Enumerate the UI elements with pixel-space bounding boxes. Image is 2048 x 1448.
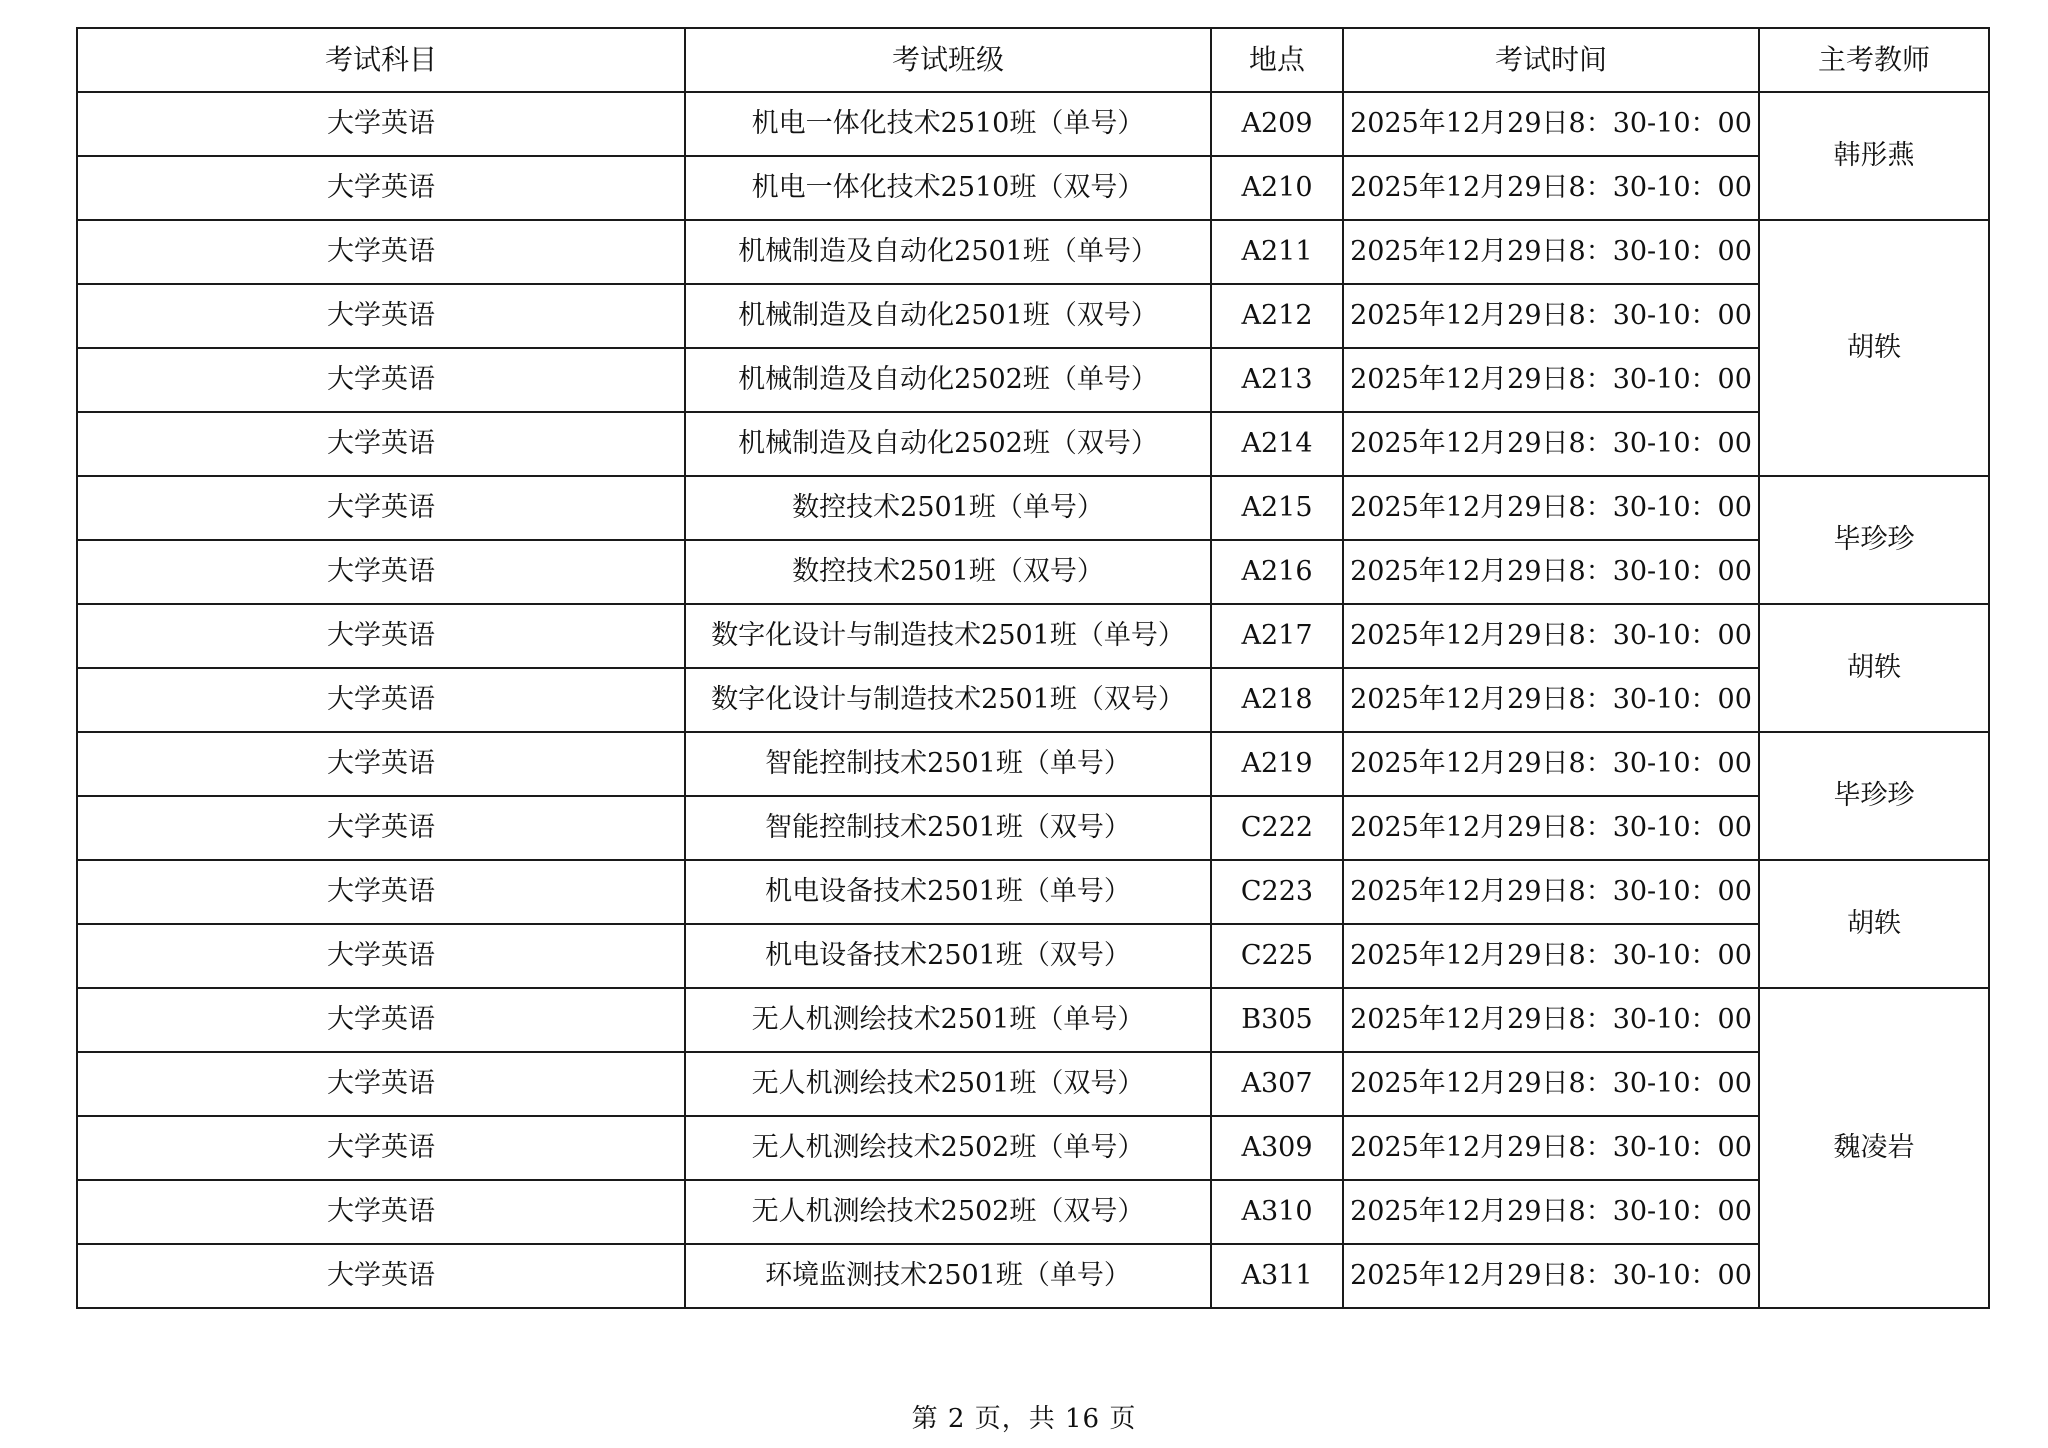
table-row bbox=[77, 668, 1989, 732]
teacher-cell: 胡轶 bbox=[1759, 860, 1989, 988]
teacher-cell: 毕珍珍 bbox=[1759, 476, 1989, 604]
time-cell: 2025年12月29日8：30-10：00 bbox=[1343, 540, 1759, 604]
page-number-footer: 第 2 页，共 16 页 bbox=[911, 1404, 1137, 1434]
table-row bbox=[77, 732, 1989, 796]
time-cell: 2025年12月29日8：30-10：00 bbox=[1343, 924, 1759, 988]
time-cell: 2025年12月29日8：30-10：00 bbox=[1343, 1180, 1759, 1244]
time-cell: 2025年12月29日8：30-10：00 bbox=[1343, 604, 1759, 668]
room-cell: A307 bbox=[1211, 1052, 1343, 1116]
class-cell: 机械制造及自动化2502班（单号） bbox=[685, 348, 1211, 412]
subject-cell: 大学英语 bbox=[77, 92, 685, 156]
room-cell: B305 bbox=[1211, 988, 1343, 1052]
table-header-row bbox=[77, 28, 1989, 92]
class-cell: 无人机测绘技术2502班（双号） bbox=[685, 1180, 1211, 1244]
time-cell: 2025年12月29日8：30-10：00 bbox=[1343, 1244, 1759, 1308]
teacher-cell: 魏凌岩 bbox=[1759, 988, 1989, 1308]
teacher-cell: 胡轶 bbox=[1759, 604, 1989, 732]
time-cell: 2025年12月29日8：30-10：00 bbox=[1343, 220, 1759, 284]
subject-cell: 大学英语 bbox=[77, 348, 685, 412]
class-cell: 环境监测技术2501班（单号） bbox=[685, 1244, 1211, 1308]
subject-cell: 大学英语 bbox=[77, 1244, 685, 1308]
header-class: 考试班级 bbox=[685, 28, 1211, 92]
room-cell: A217 bbox=[1211, 604, 1343, 668]
class-cell: 机电设备技术2501班（双号） bbox=[685, 924, 1211, 988]
class-cell: 数控技术2501班（单号） bbox=[685, 476, 1211, 540]
time-cell: 2025年12月29日8：30-10：00 bbox=[1343, 1116, 1759, 1180]
subject-cell: 大学英语 bbox=[77, 156, 685, 220]
table-row bbox=[77, 412, 1989, 476]
class-cell: 机电设备技术2501班（单号） bbox=[685, 860, 1211, 924]
class-cell: 机电一体化技术2510班（单号） bbox=[685, 92, 1211, 156]
room-cell: A311 bbox=[1211, 1244, 1343, 1308]
room-cell: A211 bbox=[1211, 220, 1343, 284]
subject-cell: 大学英语 bbox=[77, 860, 685, 924]
time-cell: 2025年12月29日8：30-10：00 bbox=[1343, 156, 1759, 220]
time-cell: 2025年12月29日8：30-10：00 bbox=[1343, 732, 1759, 796]
table-row bbox=[77, 604, 1989, 668]
header-teacher: 主考教师 bbox=[1759, 28, 1989, 92]
class-cell: 数字化设计与制造技术2501班（单号） bbox=[685, 604, 1211, 668]
room-cell: C223 bbox=[1211, 860, 1343, 924]
table-row bbox=[77, 348, 1989, 412]
subject-cell: 大学英语 bbox=[77, 1116, 685, 1180]
header-time: 考试时间 bbox=[1343, 28, 1759, 92]
table-row bbox=[77, 988, 1989, 1052]
subject-cell: 大学英语 bbox=[77, 924, 685, 988]
subject-cell: 大学英语 bbox=[77, 732, 685, 796]
time-cell: 2025年12月29日8：30-10：00 bbox=[1343, 988, 1759, 1052]
time-cell: 2025年12月29日8：30-10：00 bbox=[1343, 92, 1759, 156]
class-cell: 机械制造及自动化2501班（双号） bbox=[685, 284, 1211, 348]
room-cell: A310 bbox=[1211, 1180, 1343, 1244]
class-cell: 机械制造及自动化2501班（单号） bbox=[685, 220, 1211, 284]
subject-cell: 大学英语 bbox=[77, 284, 685, 348]
table-row bbox=[77, 1180, 1989, 1244]
room-cell: A219 bbox=[1211, 732, 1343, 796]
table-row bbox=[77, 1052, 1989, 1116]
subject-cell: 大学英语 bbox=[77, 668, 685, 732]
table-row bbox=[77, 476, 1989, 540]
room-cell: A209 bbox=[1211, 92, 1343, 156]
table-row bbox=[77, 540, 1989, 604]
teacher-cell: 胡轶 bbox=[1759, 220, 1989, 476]
subject-cell: 大学英语 bbox=[77, 988, 685, 1052]
table-row bbox=[77, 284, 1989, 348]
table-row bbox=[77, 1244, 1989, 1308]
time-cell: 2025年12月29日8：30-10：00 bbox=[1343, 1052, 1759, 1116]
subject-cell: 大学英语 bbox=[77, 604, 685, 668]
table-row bbox=[77, 1116, 1989, 1180]
subject-cell: 大学英语 bbox=[77, 220, 685, 284]
room-cell: A210 bbox=[1211, 156, 1343, 220]
time-cell: 2025年12月29日8：30-10：00 bbox=[1343, 860, 1759, 924]
time-cell: 2025年12月29日8：30-10：00 bbox=[1343, 476, 1759, 540]
class-cell: 机电一体化技术2510班（双号） bbox=[685, 156, 1211, 220]
room-cell: A212 bbox=[1211, 284, 1343, 348]
subject-cell: 大学英语 bbox=[77, 476, 685, 540]
class-cell: 智能控制技术2501班（单号） bbox=[685, 732, 1211, 796]
room-cell: A215 bbox=[1211, 476, 1343, 540]
table-body bbox=[77, 92, 1989, 1308]
class-cell: 数控技术2501班（双号） bbox=[685, 540, 1211, 604]
table-row bbox=[77, 92, 1989, 156]
exam-schedule-table bbox=[76, 27, 1990, 1309]
table-row bbox=[77, 796, 1989, 860]
table-row bbox=[77, 156, 1989, 220]
teacher-cell: 韩彤燕 bbox=[1759, 92, 1989, 220]
table-row bbox=[77, 924, 1989, 988]
room-cell: A214 bbox=[1211, 412, 1343, 476]
room-cell: A216 bbox=[1211, 540, 1343, 604]
teacher-cell: 毕珍珍 bbox=[1759, 732, 1989, 860]
time-cell: 2025年12月29日8：30-10：00 bbox=[1343, 412, 1759, 476]
subject-cell: 大学英语 bbox=[77, 796, 685, 860]
header-room: 地点 bbox=[1211, 28, 1343, 92]
time-cell: 2025年12月29日8：30-10：00 bbox=[1343, 284, 1759, 348]
room-cell: A218 bbox=[1211, 668, 1343, 732]
time-cell: 2025年12月29日8：30-10：00 bbox=[1343, 668, 1759, 732]
class-cell: 数字化设计与制造技术2501班（双号） bbox=[685, 668, 1211, 732]
subject-cell: 大学英语 bbox=[77, 1180, 685, 1244]
table-row bbox=[77, 860, 1989, 924]
room-cell: A309 bbox=[1211, 1116, 1343, 1180]
subject-cell: 大学英语 bbox=[77, 412, 685, 476]
header-subject: 考试科目 bbox=[77, 28, 685, 92]
time-cell: 2025年12月29日8：30-10：00 bbox=[1343, 348, 1759, 412]
subject-cell: 大学英语 bbox=[77, 1052, 685, 1116]
class-cell: 智能控制技术2501班（双号） bbox=[685, 796, 1211, 860]
time-cell: 2025年12月29日8：30-10：00 bbox=[1343, 796, 1759, 860]
room-cell: C225 bbox=[1211, 924, 1343, 988]
class-cell: 无人机测绘技术2501班（双号） bbox=[685, 1052, 1211, 1116]
table-row bbox=[77, 220, 1989, 284]
room-cell: C222 bbox=[1211, 796, 1343, 860]
subject-cell: 大学英语 bbox=[77, 540, 685, 604]
room-cell: A213 bbox=[1211, 348, 1343, 412]
class-cell: 机械制造及自动化2502班（双号） bbox=[685, 412, 1211, 476]
class-cell: 无人机测绘技术2502班（单号） bbox=[685, 1116, 1211, 1180]
class-cell: 无人机测绘技术2501班（单号） bbox=[685, 988, 1211, 1052]
